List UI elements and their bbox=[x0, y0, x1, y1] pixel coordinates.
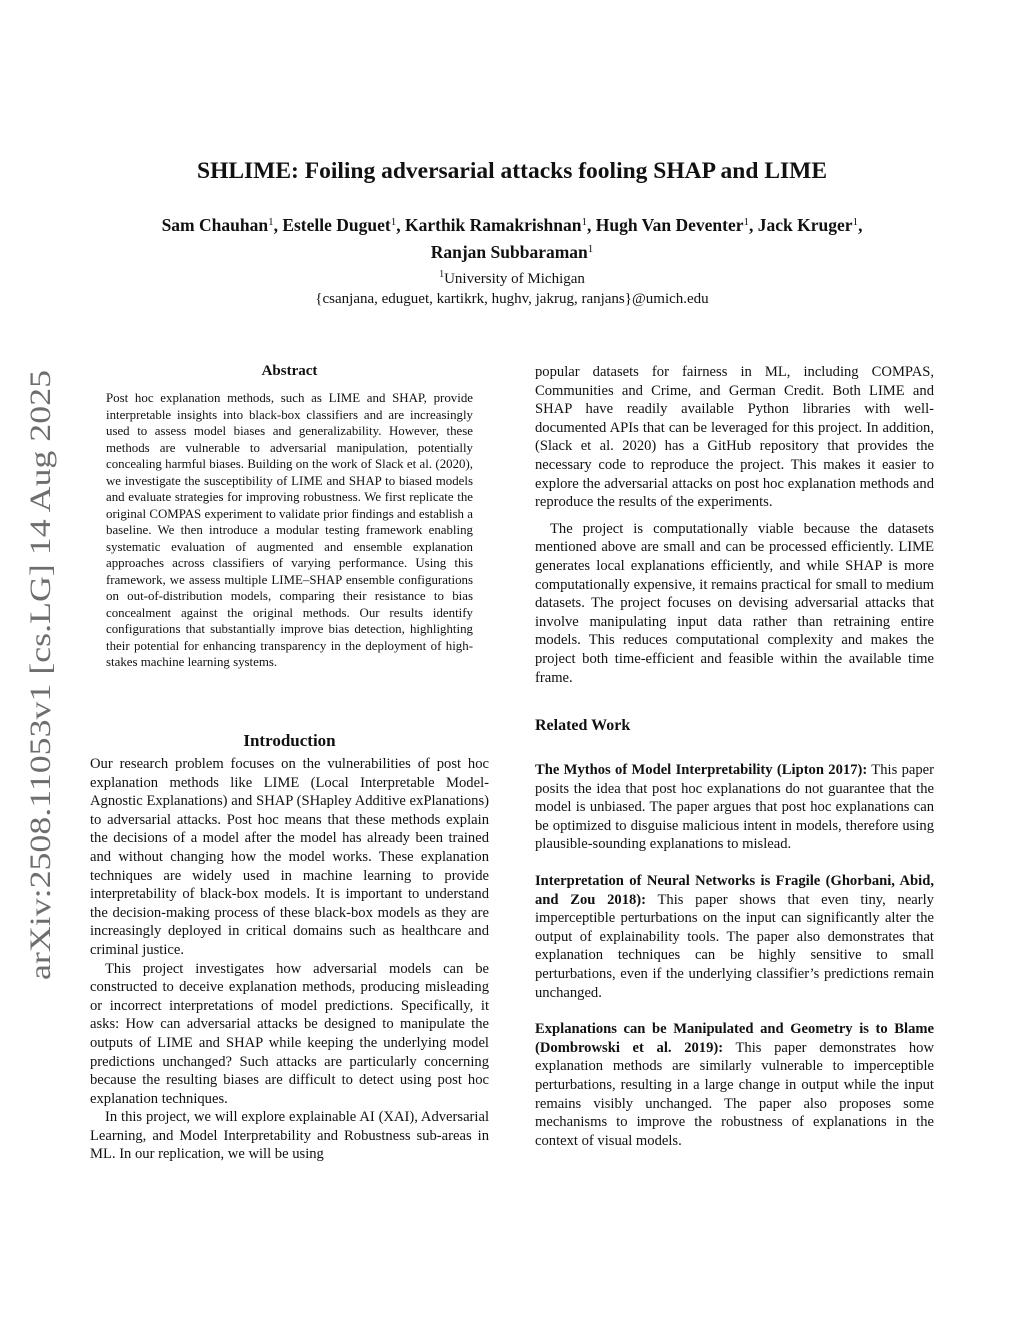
related-work-item bbox=[535, 1020, 934, 1150]
related-work-item-text: This paper demonstrates how explanation methods are similarly vulnerable to imperceptible perturbations, resulting in a large change in output while the input remains visibly unchanged. The paper also proposes some mechanisms to improve the robustness of explanations in the context of visual models. bbox=[535, 1039, 934, 1149]
author-name: Jack Kruger bbox=[757, 214, 853, 235]
item-gap bbox=[535, 1002, 934, 1020]
related-work-item-text: This paper posits the idea that post hoc explanations do not guarantee that the model is unbiased. The paper argues that post hoc explanations can be optimized to disguise malicious intent in models, therefore using plausible-sounding explanations to mislead. bbox=[535, 762, 934, 853]
author-affiliation-mark: 1 bbox=[743, 216, 750, 228]
arxiv-stamp-svg bbox=[12, 365, 66, 985]
item-gap bbox=[535, 854, 934, 872]
author-affiliation-mark: 1 bbox=[587, 242, 594, 255]
related-work-item bbox=[535, 761, 934, 854]
introduction-heading: Introduction bbox=[243, 731, 336, 750]
abstract-heading: Abstract bbox=[261, 363, 318, 379]
author-name: Sam Chauhan bbox=[161, 214, 269, 235]
related-work-item-text: This paper shows that even tiny, nearly imperceptible perturbations on the input can significantly alter the output of explainability tools. The paper also demonstrates that explanation techniques can be highly sensitive to small perturbations, even if the underlying classifier’s predictions remain unchanged. bbox=[535, 891, 934, 1001]
author-affiliation-mark: 1 bbox=[390, 216, 397, 228]
abstract-section bbox=[106, 363, 473, 671]
affiliation-name: University of Michigan bbox=[444, 271, 585, 287]
related-work-item-title: Explanations can be Manipulated and Geometry is to Blame (Dombrowski et al. 2019): bbox=[535, 1021, 934, 1056]
related-work-item-title: The Mythos of Model Interpretability (Lipton 2017): bbox=[535, 762, 868, 779]
paper-title: SHLIME: Foiling adversarial attacks fooling SHAP and LIME bbox=[197, 158, 827, 184]
introduction-paragraph: In this project, we will explore explainable AI (XAI), Adversarial Learning, and Model Interpretability and Robustness sub-areas in ML. In our replication, we will be using bbox=[90, 1109, 489, 1163]
author-affiliation-mark: 1 bbox=[581, 216, 587, 228]
author-affiliation-mark: 1 bbox=[852, 216, 859, 228]
body-paragraph: The project is computationally viable because the datasets mentioned above are small and can be processed efficiently. LIME generates local explanations efficiently, and while SHAP is more computationally expensive, it remains practical for small to medium datasets. The project focuses on devising adversarial attacks that involve manipulating input data rather than retraining entire models. This reduces computational complexity and makes the project both time-efficient and feasible within the available time frame. bbox=[535, 520, 934, 686]
related-work-item bbox=[535, 872, 934, 1002]
related-work-item-title: Interpretation of Neural Networks is Fragile (Ghorbani, Abid, and Zou 2018): bbox=[535, 873, 934, 908]
introduction-paragraph: Our research problem focuses on the vulnerabilities of post hoc explanation methods like LIME (Local Interpretable Model-Agnostic Explanations) and SHAP (SHapley Additive exPlanations) to adversarial attacks. Post hoc means that these methods explain the decisions of a model after the model has already been trained and without changing how the model works. These explanation techniques are widely used in machine learning to provide interpretability of black-box models. It is important to understand the decision-making process of these black-box models as they are increasingly deployed in critical domains such as healthcare and criminal justice. bbox=[90, 756, 489, 958]
author-emails: {csanjana, eduguet, kartikrk, hughv, jakrug, ranjans}@umich.edu bbox=[315, 291, 709, 307]
section-gap bbox=[535, 687, 934, 717]
affiliation-block bbox=[90, 265, 934, 309]
author-list: Sam Chauhan$^1$, Estelle Duguet$^1$, Karthik Ramakrishnan$^1$, Hugh Van Deventer$^1$, Jack Kruger$^1$, Ranjan Subbaraman$^1$ bbox=[161, 214, 863, 262]
author-name: Hugh Van Deventer bbox=[595, 214, 744, 235]
author-name: Karthik Ramakrishnan bbox=[404, 214, 582, 235]
related-work-heading: Related Work bbox=[535, 717, 631, 735]
paragraph-gap bbox=[535, 512, 934, 520]
author-name: Ranjan Subbaraman bbox=[430, 241, 588, 262]
affiliation-number: 1 bbox=[439, 269, 445, 280]
abstract-text: Post hoc explanation methods, such as LIME and SHAP, provide interpretable insights into black-box classifiers and are increasingly used to assess model biases and generalizability. However, these methods are vulnerable to adversarial manipulation, potentially concealing harmful biases. Building on the work of Slack et al. (2020), we investigate the susceptibility of LIME and SHAP to biased models and evaluate strategies for improving robustness. We first replicate the original COMPAS experiment to validate prior findings and establish a baseline. We then introduce a modular testing framework enabling systematic evaluation of augmented and ensemble explanation approaches across classifiers of varying performance. Using this framework, we assess multiple LIME–SHAP ensemble configurations on out-of-distribution models, comparing their resistance to bias concealment against the original methods. Our results identify configurations that substantially improve bias detection, highlighting their potential for enhancing transparency in the deployment of high-stakes machine learning systems. bbox=[106, 391, 473, 669]
author-affiliation-mark: 1 bbox=[268, 216, 274, 228]
introduction-paragraph: This project investigates how adversarial models can be constructed to deceive explanation methods, producing misleading or incorrect interpretations of model predictions. Specifically, it asks: How can adversarial attacks be designed to manipulate the outputs of LIME and SHAP while keeping the underlying model predictions unchanged? Such attacks are particularly concerning because the resulting biases are difficult to detect using post hoc explanation techniques. bbox=[90, 960, 489, 1107]
author-name: Estelle Duguet bbox=[282, 214, 391, 235]
arxiv-identifier-stamp bbox=[12, 365, 66, 985]
arxiv-id-text: arXiv:2508.11053v1 [cs.LG] 14 Aug 2025 bbox=[24, 469, 57, 980]
left-column bbox=[90, 731, 489, 1164]
affiliation-line bbox=[90, 265, 934, 289]
body-paragraph: popular datasets for fairness in ML, including COMPAS, Communities and Crime, and German Credit. Both LIME and SHAP have readily available Python libraries with well-documented APIs that can be leveraged for this project. In addition, (Slack et al. 2020) has a GitHub repository that provides the necessary code to reproduce the project. This makes it easier to explore the adversarial attacks on post hoc explanation methods and reproduce the results of the experiments. bbox=[535, 364, 934, 511]
right-column bbox=[535, 363, 934, 1150]
